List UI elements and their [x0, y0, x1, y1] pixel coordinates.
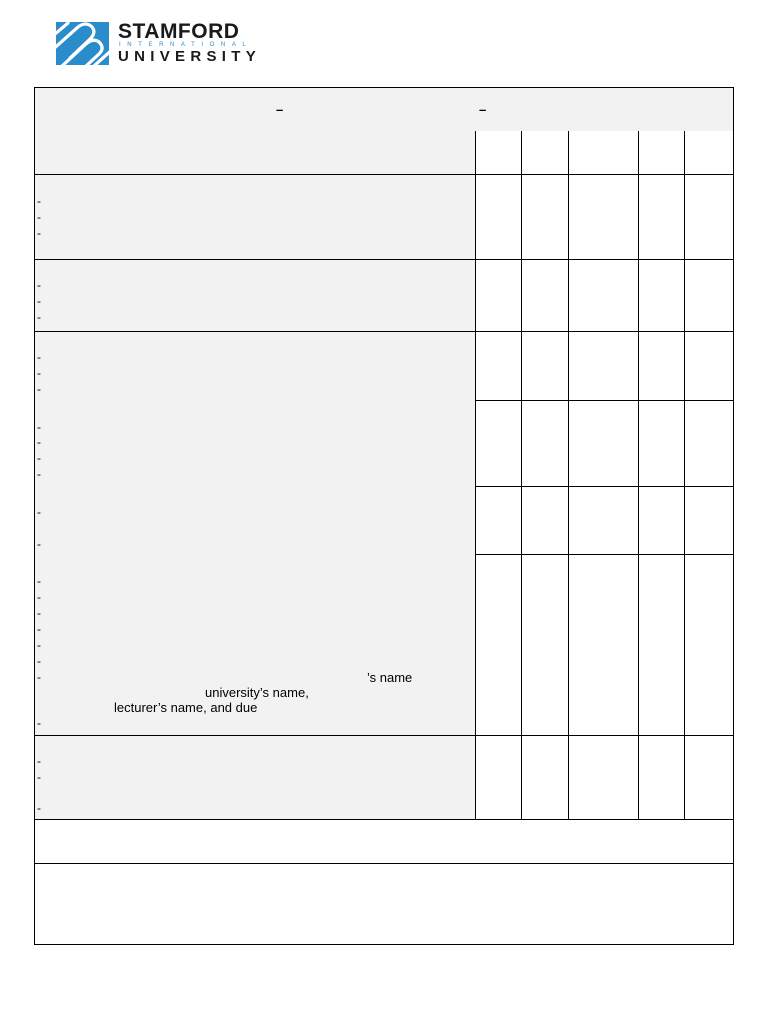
- bullet: -: [37, 622, 41, 636]
- bullet: -: [37, 366, 41, 380]
- row-divider: [475, 400, 734, 401]
- row-divider: [34, 331, 734, 332]
- row-divider: [475, 486, 734, 487]
- bullet: -: [37, 278, 41, 292]
- row-divider: [34, 259, 734, 260]
- header-dash-1: –: [276, 102, 284, 117]
- bullet: -: [37, 210, 41, 224]
- logo-text-stamford: STAMFORD: [118, 20, 240, 43]
- column-divider: [521, 131, 522, 819]
- stamford-university-logo: [56, 20, 262, 66]
- bullet: -: [37, 435, 41, 449]
- bullet: -: [37, 420, 41, 434]
- bullet: -: [37, 574, 41, 588]
- text-fragment-name: ’s name: [367, 670, 413, 685]
- bullet: -: [37, 505, 41, 519]
- row-divider: [34, 819, 734, 820]
- bullet: -: [37, 194, 41, 208]
- bullet: -: [37, 670, 41, 684]
- bullet: -: [37, 801, 41, 815]
- column-divider: [684, 131, 685, 819]
- bullet: -: [37, 382, 41, 396]
- bullet: -: [37, 770, 41, 784]
- column-divider: [568, 131, 569, 819]
- bullet: -: [37, 754, 41, 768]
- text-fragment-university: university’s name,: [205, 685, 309, 700]
- bullet: -: [37, 638, 41, 652]
- logo-mark-icon: [56, 22, 109, 65]
- column-divider: [475, 131, 476, 819]
- row-divider: [34, 174, 734, 175]
- row-divider: [34, 735, 734, 736]
- logo-text-international: INTERNATIONAL: [119, 42, 253, 48]
- logo-text-university: UNIVERSITY: [118, 48, 262, 65]
- bullet: -: [37, 654, 41, 668]
- column-divider: [638, 131, 639, 819]
- bullet: -: [37, 716, 41, 730]
- bullet: -: [37, 590, 41, 604]
- table-outer-border: [34, 87, 734, 945]
- bullet: -: [37, 451, 41, 465]
- text-fragment-lecturer: lecturer’s name, and due: [114, 700, 258, 715]
- bullet: -: [37, 226, 41, 240]
- row-divider: [475, 554, 734, 555]
- bullet: -: [37, 294, 41, 308]
- rubric-table: [34, 87, 734, 945]
- bullet: -: [37, 350, 41, 364]
- bullet: -: [37, 467, 41, 481]
- row-divider: [34, 863, 734, 864]
- bullet: -: [37, 310, 41, 324]
- bullet: -: [37, 537, 41, 551]
- header-dash-2: –: [479, 102, 487, 117]
- bullet: -: [37, 606, 41, 620]
